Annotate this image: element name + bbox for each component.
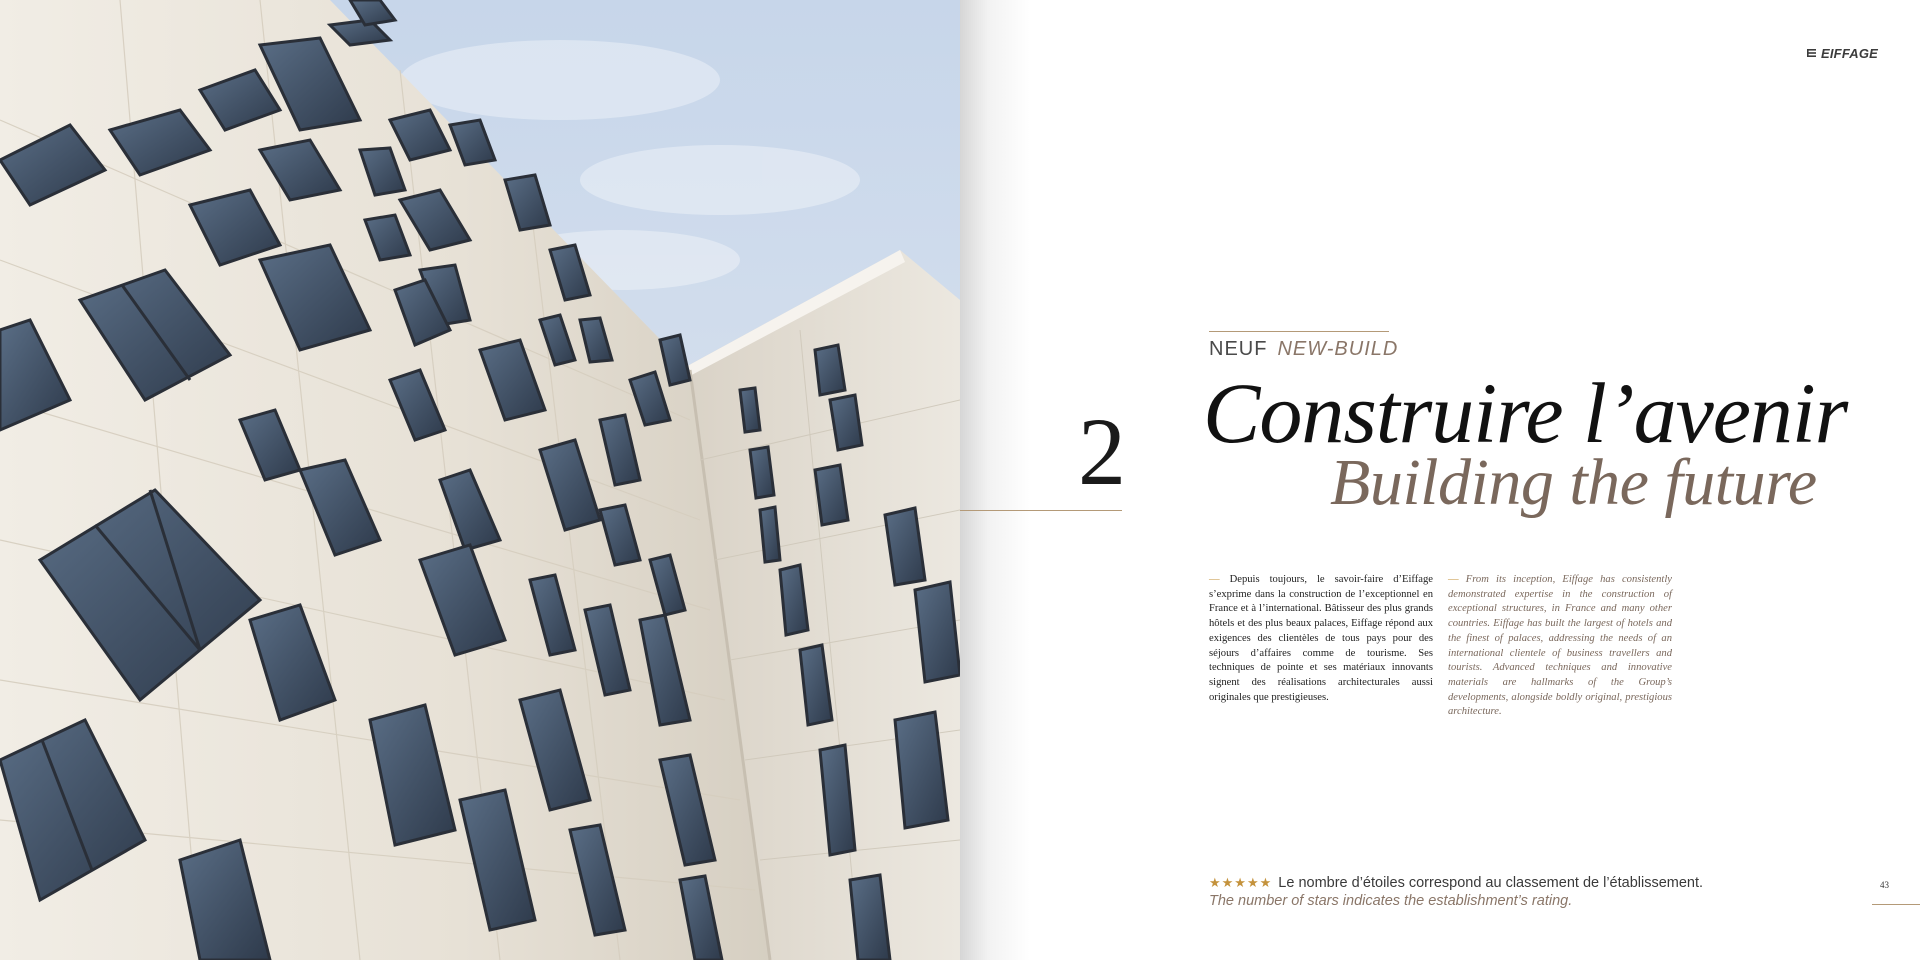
chapter-number: 2 (1078, 398, 1126, 505)
page-number: 43 (1880, 880, 1889, 890)
footnote-fr: Le nombre d’étoiles correspond au classement de l’établissement. (1278, 875, 1704, 891)
chapter-rule (960, 510, 1122, 511)
dash-en: — (1448, 574, 1459, 585)
section-rule (1209, 331, 1389, 332)
gutter-shadow (960, 0, 1030, 960)
eiffage-logo (1806, 46, 1878, 61)
body-en-text: From its inception, Eiffage has consistently demonstrated expertise in the construction of exceptional structures, in France and many other countries. Eiffage has built the largest of hotels and the finest of palaces, addressing the needs of an international clientele of business travellers and tourists. Advanced techniques and innovative materials are hallmarks of the Group’s developments, alongside boldly original, prestigious architecture. (1448, 574, 1672, 718)
title-en: Building the future (1330, 446, 1817, 519)
section-label-en: NEW-BUILD (1277, 338, 1399, 360)
body-text-fr (1209, 573, 1433, 705)
eiffage-logo-icon (1806, 48, 1817, 59)
page-rule (1872, 904, 1920, 905)
title-fr: Construire l’avenir (1203, 365, 1848, 461)
body-fr-text: Depuis toujours, le savoir-faire d’Eiffage s’exprime dans la construction de l’exceptionnel en France et à l’international. Bâtisseur des plus grands hôtels et des plus beaux palaces, Eiffage répond aux exigences des clientèles de tous pays pour des séjours d’affaires comme de tourisme. Ses techniques de pointe et ses matériaux innovants signent des réalisations architecturales aussi originales que prestigieuses. (1209, 574, 1433, 703)
section-label (1209, 338, 1398, 361)
footnote (1209, 874, 1703, 910)
logo-text: EIFFAGE (1821, 46, 1879, 61)
star-rating-icon: ★★★★★ (1209, 875, 1273, 890)
body-text-en (1448, 573, 1672, 720)
footnote-en: The number of stars indicates the establishment’s rating. (1209, 893, 1573, 909)
section-label-fr: NEUF (1209, 338, 1268, 360)
footnote-fr-line (1209, 874, 1703, 892)
dash-fr: — (1209, 574, 1220, 585)
